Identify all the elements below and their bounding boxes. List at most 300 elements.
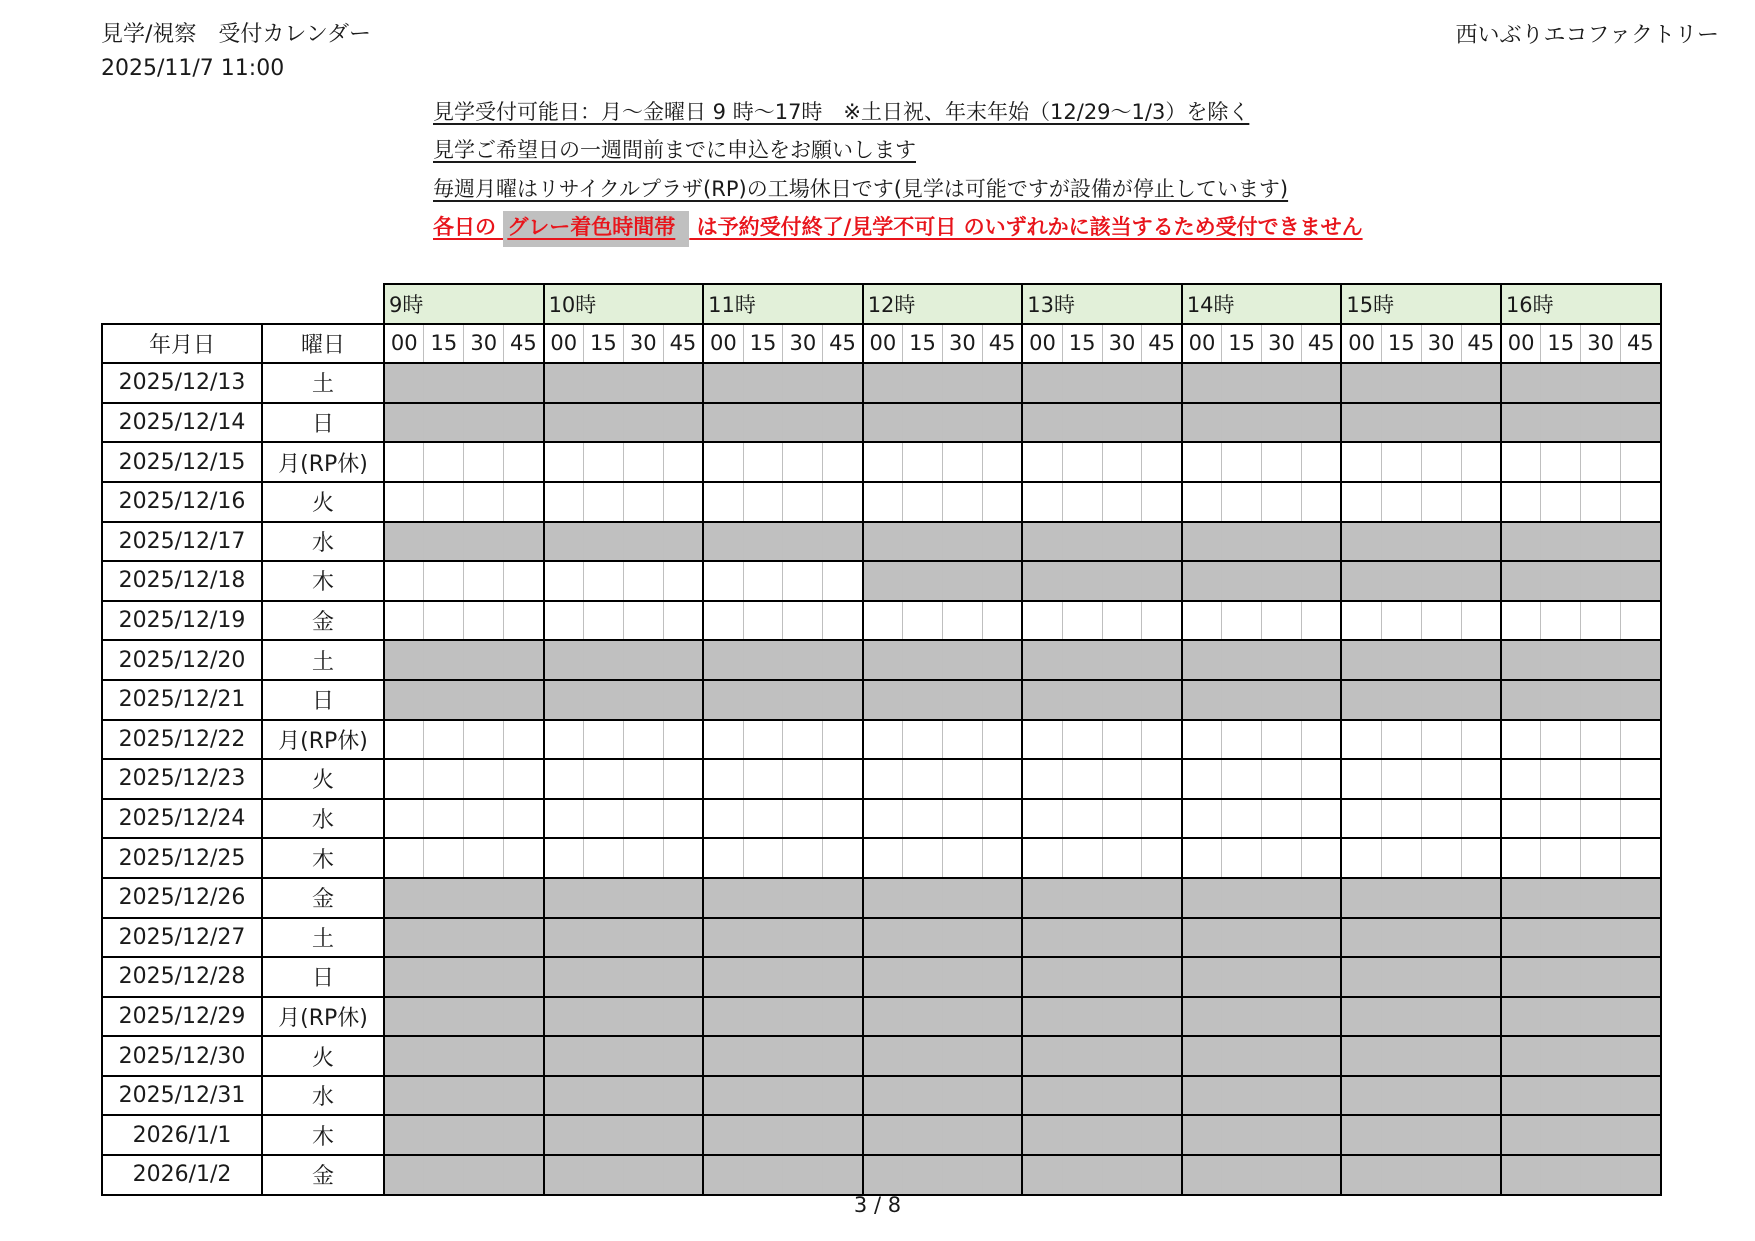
time-slot-available[interactable] (1062, 482, 1102, 522)
time-slot-available[interactable] (703, 442, 743, 482)
time-slot-available[interactable] (783, 720, 823, 760)
time-slot-available[interactable] (1421, 482, 1461, 522)
time-slot-unavailable (783, 403, 823, 443)
time-slot-available[interactable] (783, 759, 823, 799)
time-slot-available[interactable] (1222, 482, 1262, 522)
time-slot-available[interactable] (623, 601, 663, 641)
time-slot-unavailable (1022, 918, 1062, 958)
time-slot-available[interactable] (863, 482, 903, 522)
time-slot-available[interactable] (1581, 799, 1621, 839)
time-slot-available[interactable] (1341, 759, 1381, 799)
time-slot-available[interactable] (663, 482, 703, 522)
time-slot-available[interactable] (1301, 838, 1341, 878)
time-slot-available[interactable] (1142, 720, 1182, 760)
time-slot-available[interactable] (1341, 482, 1381, 522)
time-slot-available[interactable] (623, 838, 663, 878)
time-slot-available[interactable] (623, 442, 663, 482)
time-slot-available[interactable] (823, 561, 863, 601)
time-slot-unavailable (384, 403, 424, 443)
time-slot-available[interactable] (544, 482, 584, 522)
time-slot-available[interactable] (1262, 442, 1302, 482)
time-slot-available[interactable] (1341, 601, 1381, 641)
time-slot-available[interactable] (903, 838, 943, 878)
time-slot-available[interactable] (663, 442, 703, 482)
time-slot-available[interactable] (1381, 759, 1421, 799)
time-slot-available[interactable] (583, 601, 623, 641)
time-slot-available[interactable] (1341, 442, 1381, 482)
time-slot-available[interactable] (942, 720, 982, 760)
time-slot-unavailable (823, 680, 863, 720)
minute-header: 00 (384, 324, 424, 364)
time-slot-available[interactable] (544, 601, 584, 641)
time-slot-available[interactable] (424, 838, 464, 878)
time-slot-unavailable (1501, 640, 1541, 680)
time-slot-unavailable (1621, 878, 1661, 918)
time-slot-available[interactable] (1301, 482, 1341, 522)
time-slot-available[interactable] (1381, 482, 1421, 522)
time-slot-available[interactable] (1102, 442, 1142, 482)
time-slot-available[interactable] (1222, 799, 1262, 839)
time-slot-unavailable (663, 918, 703, 958)
time-slot-available[interactable] (1421, 720, 1461, 760)
time-slot-available[interactable] (743, 759, 783, 799)
time-slot-available[interactable] (823, 601, 863, 641)
time-slot-available[interactable] (1022, 601, 1062, 641)
time-slot-unavailable (1421, 918, 1461, 958)
time-slot-available[interactable] (1421, 799, 1461, 839)
time-slot-available[interactable] (903, 482, 943, 522)
time-slot-unavailable (1222, 878, 1262, 918)
time-slot-available[interactable] (743, 482, 783, 522)
time-slot-unavailable (1301, 680, 1341, 720)
time-slot-available[interactable] (1621, 442, 1661, 482)
time-slot-available[interactable] (424, 601, 464, 641)
time-slot-available[interactable] (1621, 838, 1661, 878)
time-slot-unavailable (583, 680, 623, 720)
time-slot-unavailable (504, 1115, 544, 1155)
time-slot-available[interactable] (384, 759, 424, 799)
time-slot-unavailable (1501, 522, 1541, 562)
time-slot-available[interactable] (903, 442, 943, 482)
time-slot-available[interactable] (703, 759, 743, 799)
time-slot-available[interactable] (743, 799, 783, 839)
time-slot-available[interactable] (863, 720, 903, 760)
time-slot-available[interactable] (544, 561, 584, 601)
time-slot-available[interactable] (942, 838, 982, 878)
time-slot-available[interactable] (424, 482, 464, 522)
minute-header: 30 (1421, 324, 1461, 364)
time-slot-available[interactable] (583, 720, 623, 760)
time-slot-available[interactable] (1182, 442, 1222, 482)
time-slot-available[interactable] (1541, 838, 1581, 878)
time-slot-available[interactable] (703, 720, 743, 760)
time-slot-unavailable (1102, 918, 1142, 958)
time-slot-available[interactable] (1142, 759, 1182, 799)
time-slot-available[interactable] (1501, 601, 1541, 641)
time-slot-available[interactable] (504, 601, 544, 641)
time-slot-available[interactable] (1022, 482, 1062, 522)
time-slot-available[interactable] (982, 838, 1022, 878)
time-slot-available[interactable] (942, 482, 982, 522)
minute-header: 45 (663, 324, 703, 364)
time-slot-available[interactable] (663, 799, 703, 839)
time-slot-available[interactable] (1301, 720, 1341, 760)
time-slot-available[interactable] (1022, 799, 1062, 839)
time-slot-unavailable (1461, 403, 1501, 443)
time-slot-unavailable (1102, 997, 1142, 1037)
time-slot-available[interactable] (663, 561, 703, 601)
time-slot-available[interactable] (1421, 759, 1461, 799)
time-slot-available[interactable] (1461, 838, 1501, 878)
time-slot-available[interactable] (544, 759, 584, 799)
time-slot-available[interactable] (1581, 759, 1621, 799)
calendar-row (102, 601, 1661, 641)
time-slot-available[interactable] (1461, 720, 1501, 760)
time-slot-available[interactable] (703, 799, 743, 839)
time-slot-available[interactable] (1182, 482, 1222, 522)
time-slot-available[interactable] (1501, 838, 1541, 878)
time-slot-available[interactable] (743, 442, 783, 482)
time-slot-available[interactable] (464, 759, 504, 799)
time-slot-available[interactable] (623, 482, 663, 522)
time-slot-available[interactable] (504, 442, 544, 482)
time-slot-available[interactable] (1581, 442, 1621, 482)
time-slot-unavailable (1581, 640, 1621, 680)
time-slot-available[interactable] (1461, 601, 1501, 641)
time-slot-available[interactable] (1062, 799, 1102, 839)
time-slot-available[interactable] (1062, 759, 1102, 799)
time-slot-available[interactable] (663, 838, 703, 878)
time-slot-available[interactable] (982, 442, 1022, 482)
time-slot-available[interactable] (1262, 799, 1302, 839)
time-slot-available[interactable] (1262, 759, 1302, 799)
time-slot-available[interactable] (863, 799, 903, 839)
time-slot-available[interactable] (1541, 442, 1581, 482)
time-slot-available[interactable] (1182, 759, 1222, 799)
time-slot-available[interactable] (1262, 720, 1302, 760)
time-slot-available[interactable] (424, 442, 464, 482)
time-slot-available[interactable] (743, 838, 783, 878)
time-slot-available[interactable] (1301, 601, 1341, 641)
time-slot-unavailable (1222, 1036, 1262, 1076)
time-slot-unavailable (384, 1115, 424, 1155)
time-slot-unavailable (424, 1115, 464, 1155)
time-slot-available[interactable] (1501, 759, 1541, 799)
time-slot-available[interactable] (823, 838, 863, 878)
time-slot-available[interactable] (384, 482, 424, 522)
time-slot-available[interactable] (1102, 799, 1142, 839)
time-slot-unavailable (1501, 957, 1541, 997)
time-slot-available[interactable] (703, 561, 743, 601)
time-slot-available[interactable] (1461, 442, 1501, 482)
time-slot-available[interactable] (1501, 720, 1541, 760)
time-slot-available[interactable] (544, 799, 584, 839)
time-slot-available[interactable] (942, 601, 982, 641)
time-slot-available[interactable] (384, 442, 424, 482)
time-slot-available[interactable] (743, 601, 783, 641)
time-slot-available[interactable] (903, 720, 943, 760)
time-slot-unavailable (1222, 1076, 1262, 1116)
time-slot-available[interactable] (1581, 838, 1621, 878)
time-slot-available[interactable] (464, 838, 504, 878)
time-slot-available[interactable] (823, 482, 863, 522)
time-slot-available[interactable] (464, 482, 504, 522)
time-slot-available[interactable] (384, 561, 424, 601)
time-slot-available[interactable] (823, 799, 863, 839)
time-slot-available[interactable] (903, 799, 943, 839)
time-slot-unavailable (743, 957, 783, 997)
time-slot-available[interactable] (424, 759, 464, 799)
time-slot-available[interactable] (504, 482, 544, 522)
time-slot-available[interactable] (982, 601, 1022, 641)
time-slot-available[interactable] (1381, 838, 1421, 878)
time-slot-available[interactable] (623, 799, 663, 839)
time-slot-available[interactable] (703, 838, 743, 878)
time-slot-available[interactable] (1182, 838, 1222, 878)
time-slot-available[interactable] (703, 601, 743, 641)
time-slot-available[interactable] (863, 442, 903, 482)
time-slot-unavailable (1381, 522, 1421, 562)
time-slot-available[interactable] (464, 799, 504, 839)
time-slot-unavailable (1301, 918, 1341, 958)
time-slot-available[interactable] (1142, 799, 1182, 839)
time-slot-available[interactable] (623, 759, 663, 799)
time-slot-available[interactable] (1581, 601, 1621, 641)
time-slot-unavailable (1421, 997, 1461, 1037)
time-slot-unavailable (903, 997, 943, 1037)
time-slot-unavailable (623, 1036, 663, 1076)
time-slot-available[interactable] (504, 720, 544, 760)
time-slot-available[interactable] (1341, 799, 1381, 839)
time-slot-available[interactable] (583, 442, 623, 482)
time-slot-available[interactable] (1621, 720, 1661, 760)
time-slot-available[interactable] (942, 799, 982, 839)
time-slot-available[interactable] (1262, 601, 1302, 641)
time-slot-available[interactable] (783, 799, 823, 839)
time-slot-available[interactable] (982, 482, 1022, 522)
time-slot-available[interactable] (424, 720, 464, 760)
time-slot-available[interactable] (942, 442, 982, 482)
time-slot-available[interactable] (1581, 720, 1621, 760)
time-slot-available[interactable] (464, 720, 504, 760)
time-slot-available[interactable] (823, 720, 863, 760)
time-slot-available[interactable] (504, 799, 544, 839)
time-slot-available[interactable] (1581, 482, 1621, 522)
time-slot-available[interactable] (623, 720, 663, 760)
time-slot-available[interactable] (544, 442, 584, 482)
time-slot-available[interactable] (1541, 720, 1581, 760)
time-slot-unavailable (1182, 403, 1222, 443)
time-slot-available[interactable] (1222, 720, 1262, 760)
time-slot-unavailable (1301, 1115, 1341, 1155)
time-slot-available[interactable] (1621, 482, 1661, 522)
time-slot-unavailable (1062, 918, 1102, 958)
time-slot-available[interactable] (982, 759, 1022, 799)
time-slot-unavailable (823, 918, 863, 958)
time-slot-available[interactable] (863, 838, 903, 878)
time-slot-available[interactable] (583, 838, 623, 878)
time-slot-available[interactable] (1621, 759, 1661, 799)
time-slot-available[interactable] (1301, 442, 1341, 482)
time-slot-available[interactable] (1102, 601, 1142, 641)
time-slot-available[interactable] (1022, 838, 1062, 878)
time-slot-available[interactable] (1621, 799, 1661, 839)
time-slot-unavailable (424, 878, 464, 918)
time-slot-unavailable (863, 1076, 903, 1116)
time-slot-unavailable (1182, 1155, 1222, 1195)
time-slot-available[interactable] (504, 838, 544, 878)
time-slot-available[interactable] (384, 838, 424, 878)
calendar-row (102, 838, 1661, 878)
time-slot-unavailable (1102, 403, 1142, 443)
time-slot-available[interactable] (1461, 799, 1501, 839)
calendar-row (102, 640, 1661, 680)
time-slot-unavailable (1421, 1036, 1461, 1076)
time-slot-available[interactable] (1421, 442, 1461, 482)
time-slot-unavailable (384, 1036, 424, 1076)
time-slot-available[interactable] (583, 799, 623, 839)
time-slot-available[interactable] (1102, 482, 1142, 522)
time-slot-available[interactable] (1501, 482, 1541, 522)
time-slot-unavailable (384, 918, 424, 958)
time-slot-available[interactable] (1381, 799, 1421, 839)
time-slot-available[interactable] (982, 799, 1022, 839)
time-slot-available[interactable] (663, 720, 703, 760)
time-slot-available[interactable] (903, 601, 943, 641)
time-slot-available[interactable] (464, 442, 504, 482)
time-slot-available[interactable] (504, 759, 544, 799)
time-slot-available[interactable] (1541, 601, 1581, 641)
time-slot-unavailable (504, 1036, 544, 1076)
time-slot-available[interactable] (982, 720, 1022, 760)
time-slot-unavailable (1262, 363, 1302, 403)
time-slot-available[interactable] (1182, 601, 1222, 641)
time-slot-available[interactable] (1381, 720, 1421, 760)
time-slot-available[interactable] (583, 759, 623, 799)
time-slot-available[interactable] (1541, 799, 1581, 839)
time-slot-available[interactable] (823, 442, 863, 482)
time-slot-available[interactable] (424, 799, 464, 839)
time-slot-available[interactable] (1222, 759, 1262, 799)
time-slot-available[interactable] (504, 561, 544, 601)
time-slot-available[interactable] (1501, 799, 1541, 839)
time-slot-available[interactable] (1062, 838, 1102, 878)
time-slot-unavailable (544, 918, 584, 958)
time-slot-available[interactable] (583, 561, 623, 601)
time-slot-available[interactable] (384, 720, 424, 760)
time-slot-available[interactable] (1262, 482, 1302, 522)
time-slot-available[interactable] (783, 601, 823, 641)
time-slot-available[interactable] (1022, 759, 1062, 799)
time-slot-available[interactable] (544, 720, 584, 760)
time-slot-available[interactable] (464, 601, 504, 641)
time-slot-available[interactable] (942, 759, 982, 799)
time-slot-available[interactable] (1541, 482, 1581, 522)
time-slot-available[interactable] (863, 759, 903, 799)
time-slot-available[interactable] (424, 561, 464, 601)
time-slot-available[interactable] (1301, 799, 1341, 839)
time-slot-unavailable (1102, 1036, 1142, 1076)
time-slot-available[interactable] (783, 442, 823, 482)
time-slot-unavailable (1262, 680, 1302, 720)
time-slot-available[interactable] (1381, 442, 1421, 482)
time-slot-available[interactable] (663, 759, 703, 799)
date-cell: 2025/12/16 (102, 482, 262, 522)
time-slot-available[interactable] (1102, 838, 1142, 878)
time-slot-available[interactable] (1222, 838, 1262, 878)
time-slot-available[interactable] (1142, 442, 1182, 482)
time-slot-available[interactable] (1501, 442, 1541, 482)
time-slot-available[interactable] (1381, 601, 1421, 641)
time-slot-available[interactable] (1182, 799, 1222, 839)
time-slot-available[interactable] (1142, 601, 1182, 641)
time-slot-available[interactable] (743, 720, 783, 760)
time-slot-available[interactable] (464, 561, 504, 601)
time-slot-available[interactable] (583, 482, 623, 522)
time-slot-available[interactable] (1222, 442, 1262, 482)
time-slot-available[interactable] (1102, 720, 1142, 760)
time-slot-available[interactable] (1262, 838, 1302, 878)
time-slot-available[interactable] (1022, 442, 1062, 482)
time-slot-available[interactable] (623, 561, 663, 601)
time-slot-available[interactable] (1062, 720, 1102, 760)
time-slot-available[interactable] (384, 799, 424, 839)
time-slot-unavailable (703, 1076, 743, 1116)
time-slot-unavailable (942, 403, 982, 443)
time-slot-available[interactable] (1461, 482, 1501, 522)
calendar-row (102, 522, 1661, 562)
time-slot-available[interactable] (544, 838, 584, 878)
time-slot-available[interactable] (783, 838, 823, 878)
time-slot-available[interactable] (1222, 601, 1262, 641)
time-slot-available[interactable] (903, 759, 943, 799)
time-slot-unavailable (783, 1155, 823, 1195)
time-slot-available[interactable] (783, 482, 823, 522)
time-slot-available[interactable] (863, 601, 903, 641)
time-slot-available[interactable] (783, 561, 823, 601)
time-slot-available[interactable] (1142, 482, 1182, 522)
time-slot-available[interactable] (1062, 601, 1102, 641)
time-slot-available[interactable] (1062, 442, 1102, 482)
time-slot-available[interactable] (1341, 720, 1381, 760)
time-slot-available[interactable] (743, 561, 783, 601)
time-slot-unavailable (1581, 1076, 1621, 1116)
time-slot-unavailable (1381, 561, 1421, 601)
time-slot-available[interactable] (1541, 759, 1581, 799)
weekday-cell: 木 (262, 838, 384, 878)
time-slot-available[interactable] (703, 482, 743, 522)
time-slot-available[interactable] (1341, 838, 1381, 878)
time-slot-unavailable (942, 997, 982, 1037)
time-slot-available[interactable] (663, 601, 703, 641)
time-slot-available[interactable] (1022, 720, 1062, 760)
date-cell: 2025/12/25 (102, 838, 262, 878)
time-slot-available[interactable] (1142, 838, 1182, 878)
time-slot-available[interactable] (1621, 601, 1661, 641)
time-slot-available[interactable] (1421, 838, 1461, 878)
time-slot-available[interactable] (1182, 720, 1222, 760)
time-slot-unavailable (623, 403, 663, 443)
time-slot-available[interactable] (1461, 759, 1501, 799)
time-slot-unavailable (1541, 878, 1581, 918)
time-slot-unavailable (1262, 1115, 1302, 1155)
time-slot-unavailable (1022, 640, 1062, 680)
time-slot-available[interactable] (1301, 759, 1341, 799)
time-slot-available[interactable] (1102, 759, 1142, 799)
time-slot-available[interactable] (1421, 601, 1461, 641)
time-slot-available[interactable] (384, 601, 424, 641)
time-slot-available[interactable] (823, 759, 863, 799)
